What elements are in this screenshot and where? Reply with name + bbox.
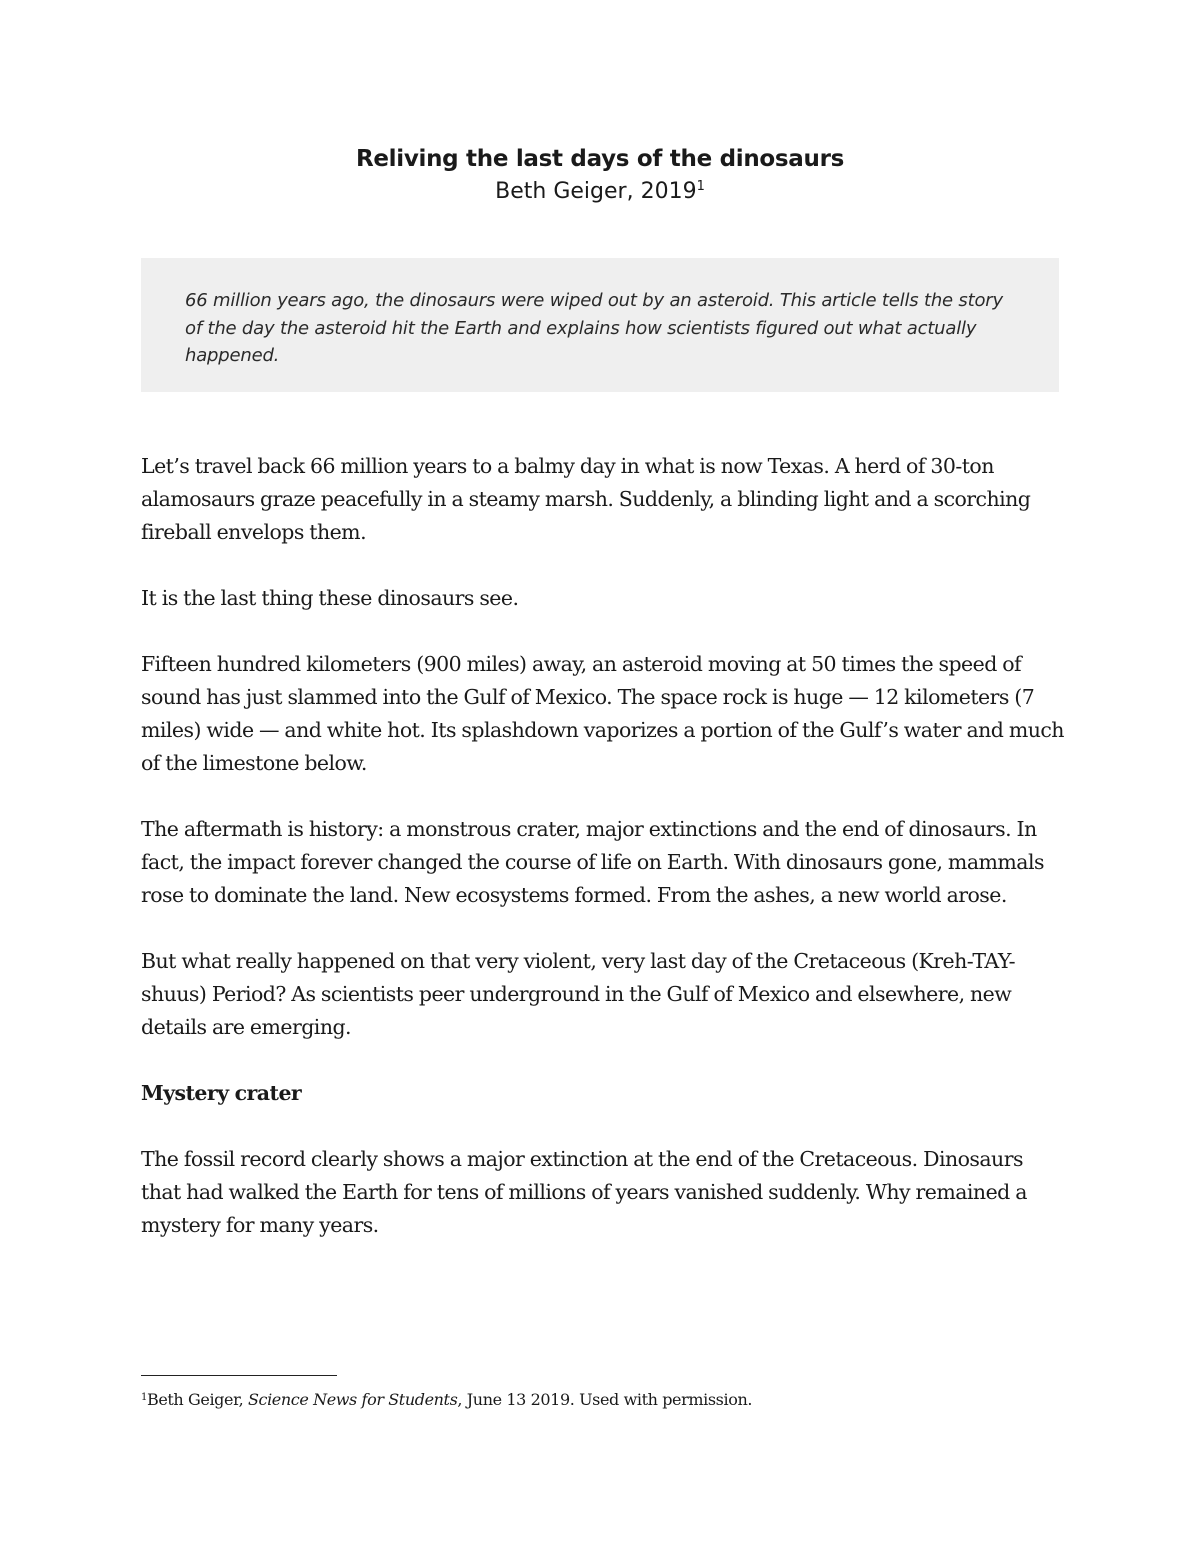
body-paragraph: Let’s travel back 66 million years to a balmy day in what is now Texas. A herd of 30-ton alamosaurs graze peacefully in a steamy marsh. Suddenly, a blinding light and a scorching fireball envelops them. [141, 454, 1031, 544]
body-paragraph: The aftermath is history: a monstrous crater, major extinctions and the end of dinosaurs. In fact, the impact forever changed the course of life on Earth. With dinosaurs gone, mammals rose to dominate the land. New ecosystems formed. From the ashes, a new world arose. [141, 817, 1044, 907]
footnote-author: Beth Geiger, [146, 1390, 248, 1409]
footnote [141, 1388, 1066, 1412]
footnote-marker: 1 [141, 1392, 147, 1403]
body-paragraph: The fossil record clearly shows a major extinction at the end of the Cretaceous. Dinosaurs that had walked the Earth for tens of millions of years vanished suddenly. Why remained a mystery for many years. [141, 1147, 1027, 1237]
article-byline [0, 176, 1200, 208]
byline-text: Beth Geiger, 2019 [495, 179, 697, 204]
body-paragraph: Fifteen hundred kilometers (900 miles) away, an asteroid moving at 50 times the speed of sound has just slammed into the Gulf of Mexico. The space rock is huge — 12 kilometers (7 miles) wide — and white hot. Its splashdown vaporizes a portion of the Gulf’s water and much of the limestone below. [141, 652, 1064, 775]
footnote-divider [141, 1375, 337, 1376]
summary-text: 66 million years ago, the dinosaurs were wiped out by an asteroid. This article tells the story of the day the asteroid hit the Earth and explains how scientists figured out what actually happened. [185, 290, 1003, 366]
body-paragraph: It is the last thing these dinosaurs see. [141, 586, 519, 610]
footnote-marker: 1 [696, 179, 705, 194]
section-heading: Mystery crater [141, 1081, 302, 1105]
body-paragraph: But what really happened on that very violent, very last day of the Cretaceous (Kreh-TAY-shuus) Period? As scientists peer underground in the Gulf of Mexico and elsewhere, new details are emerging. [141, 949, 1015, 1039]
article-title: Reliving the last days of the dinosaurs [355, 146, 845, 172]
article-body [141, 450, 1066, 1275]
footnote-details: , June 13 2019. Used with permission. [457, 1390, 753, 1409]
article-header [0, 142, 1200, 208]
footnote-publication: Science News for Students [247, 1390, 458, 1409]
summary-box [141, 258, 1059, 392]
